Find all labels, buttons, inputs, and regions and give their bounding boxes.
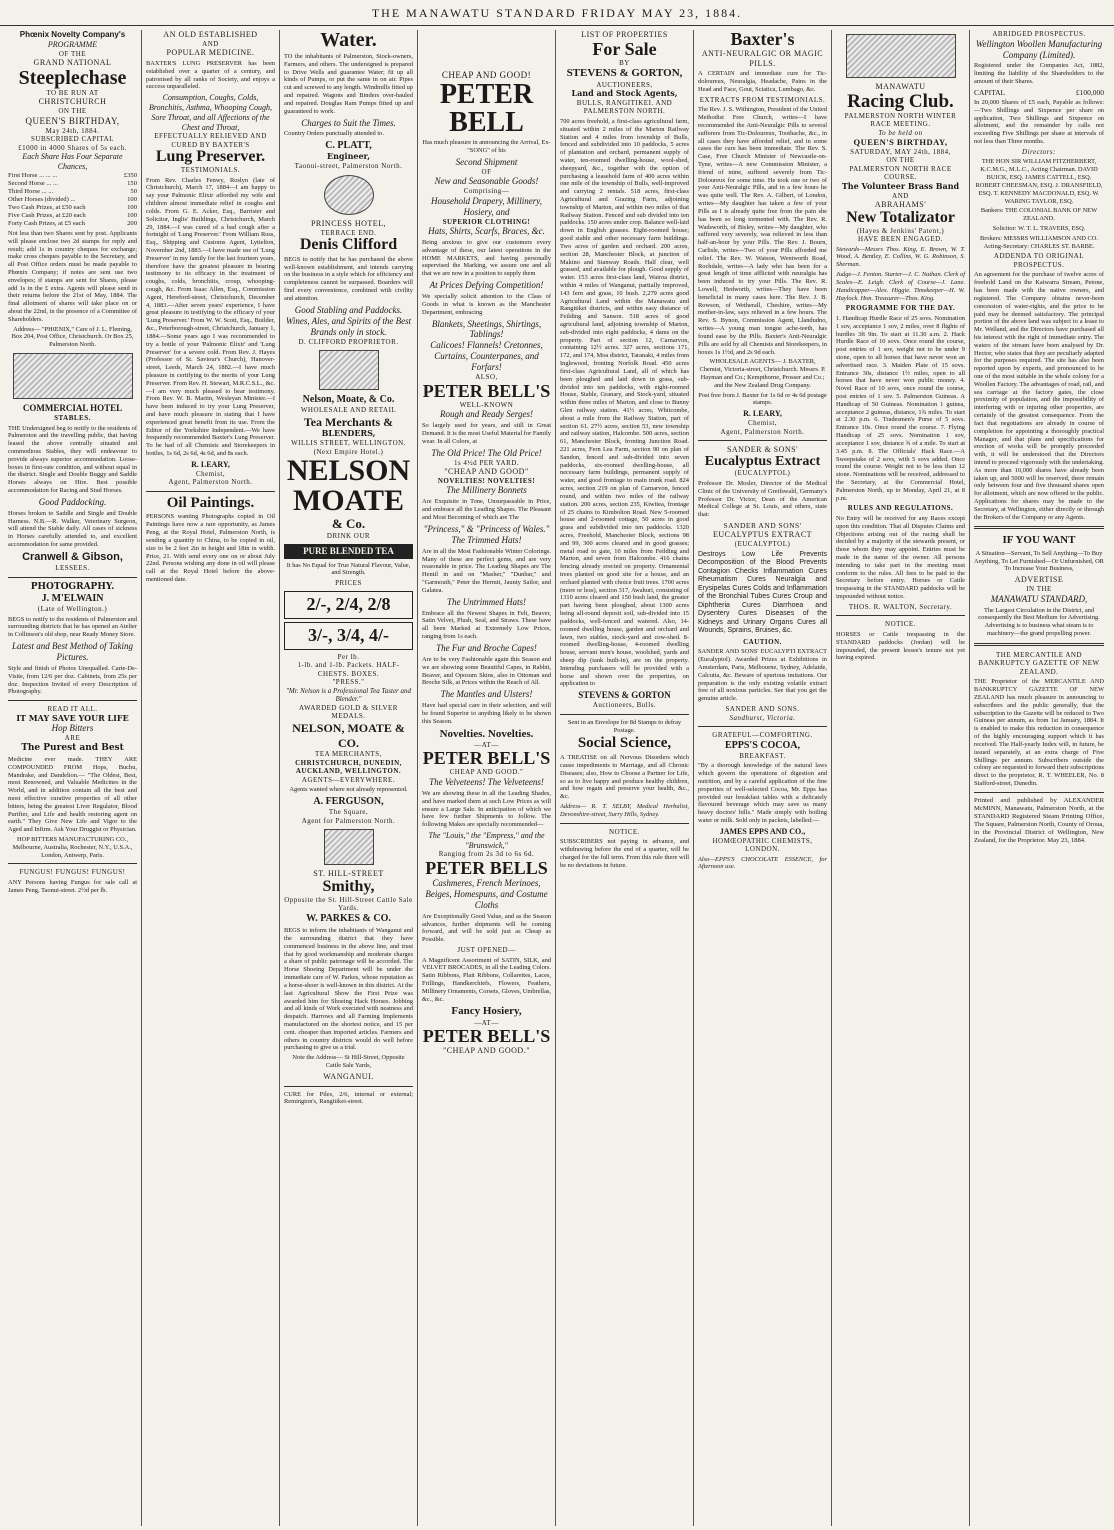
eucalyptol: (EUCALYPTOL): [734, 469, 791, 478]
leary-name: R. LEARY,: [743, 409, 782, 419]
social-body: A TREATISE on all Nervous Disorders which cause impediments to Marriage, and all Chronic Diseases; also, How to Choose a Partner for Life, so as to live happy and produce healthy children, and how regain and preserve your health, &c., &c.: [560, 754, 689, 801]
stevens-gorton: STEVENS & GORTON,: [566, 67, 683, 80]
photographer-late: (Late of Wellington.): [37, 605, 108, 613]
hats-shirts: Hats, Shirts, Scarfs, Braces, &c.: [428, 226, 545, 237]
tea-blenders: BLENDERS,: [321, 428, 376, 439]
millinery-bonnets: The Millinery Bonnets: [446, 485, 527, 496]
bell-body-7: Are to be very Fashionable again this Season and we are showing some Beautiful Capes, in Rabbit, Beaver, and Oposum Skins, also in Ottoman and Broche Silk, at Prices within the Reach of All.: [422, 655, 551, 687]
woollen-company: Wellington Woollen Manufacturing Company (Limited).: [975, 38, 1103, 60]
drink-our: DRINK OUR: [326, 532, 371, 541]
hotel-body: BEGS to notify that he has purchased the above well-known establishment, and intends carrying on the business in a style which for efficiency and completeness cannot be surpassed. Boarders will find every convenience, combined with civility and attention.: [284, 255, 413, 302]
water-charges: Charges to Suit the Times.: [301, 117, 396, 128]
of-label: OF: [481, 167, 492, 176]
column-6: [694, 30, 832, 1526]
bankers: Bankers: THE COLONIAL BANK OF NEW ZEALAND.: [980, 207, 1098, 223]
save-your-life: IT MAY SAVE YOUR LIFE: [16, 712, 129, 723]
velveteens: The Velveteens! The Velveteens!: [429, 776, 544, 787]
smithy-street: ST. HILL-STREET: [313, 869, 384, 879]
princess-hotel: PRINCESS HOTEL,: [310, 218, 387, 228]
agent-name: R. LEARY,: [191, 459, 230, 469]
capital-amount: £1000 in 4000 Shares of 5s each.: [18, 143, 127, 152]
prize-row: Five Cash Prizes, at £20 each 100: [8, 211, 137, 219]
and-label: AND: [202, 39, 219, 48]
notice-2-title: NOTICE.: [885, 620, 916, 629]
calicoes: Calicoes! Flannels! Cretonnes, Curtains, Counterpanes, and Forfars!: [430, 340, 543, 373]
tea-logo-co: & Co.: [331, 516, 366, 532]
abridged-prospectus: ABRIDGED PROSPECTUS.: [992, 30, 1086, 38]
race-day-date: SATURDAY, MAY 24th, 1884,: [850, 147, 951, 156]
race-date: May 24th, 1884.: [45, 126, 100, 135]
photography-title: PHOTOGRAPHY.: [30, 581, 115, 592]
bell-body-11: A Magnificent Assortment of SATIN, SILK, and VELVET BROCADES, in all the Leading Colors. Satin Ribbons, Plait Ribbons, Collarettes, Laces, Frillings, Handkerchiefs, Flowers, Feathers, Millinery Ornaments, Corsets, Gloves, Umbrellas, &c., &c.: [422, 956, 551, 1003]
homeopathic: HOMŒOPATHIC CHEMISTS, LONDON.: [712, 836, 813, 854]
programme-label: PROGRAMME: [47, 39, 98, 49]
peter-bells-2: PETER BELL'S: [422, 380, 551, 401]
sanders-sons-2: SANDER AND SONS': [723, 521, 802, 531]
baxter-pills-intro: A CERTAIN and immediate cure for Tic-doloureux, Neuralgia, Headache, Pains in the Head and Face, Gout, Sciatica, Lumbago, &c.: [698, 70, 827, 94]
pure-blended-tea: PURE BLENDED TEA: [284, 544, 413, 559]
caution-title: CAUTION.: [743, 637, 782, 646]
stables-label: STABLES.: [54, 414, 91, 423]
oil-paintings-title: Oil Paintings.: [166, 494, 255, 511]
princess-of-wales: "Princess," & "Princess of Wales.": [423, 523, 550, 534]
christchurch: CHRISTCHURCH: [38, 97, 107, 107]
on-the-2: ON THE: [886, 156, 915, 165]
terrace-end: TERRACE END.: [320, 228, 377, 237]
hop-body: Medicine ever made. THEY ARE COMPOUNDED FROM Hops, Buchu, Mandrake, and Dandelion.— "The Oldest, Best, most Renowned, and Valuable Medicines in the World, and in addition contain all the best and most effective curative properties of all other bitters, being the greatest Liver Regulator, Blood Purifier, and Life and health restoring agent on earth." They Give New Life and Vigor to the Aged and Infirm. Ask Your Druggist or Physician.: [8, 755, 137, 834]
cheap-good-3: CHEAP AND GOOD.": [449, 768, 524, 777]
tea-company: Nelson, Moate, & Co.: [302, 394, 395, 406]
sander-sign: SANDER AND SONS.: [725, 705, 800, 714]
rough-ready: Rough and Ready Serges!: [440, 409, 533, 420]
companies-act: Registered under the Companies Act, 1882, limiting the liability of the Shareholders to the amount of their Shares.: [974, 62, 1104, 86]
race-programme: 1. Handicap Hurdle Race of 25 sovs. Nomination 1 sov, acceptance 1 sov, 2 miles, over 8 flights of hurdles 3ft 9in. To start at 11.30 a.m. 2. Hack Hurdle Race of 10 sovs. Once round the course, post entries of 1 sov, weight not to be under 9 stone, open to all horses that have never won an advertised race. 3. Maiden Plate of 15 sovs. Entrance 30s, distance 1½ miles, open to all horses that have never won public money. 4. Novel Race of 10 sovs, once round the course, post entries of 1 sov. 5. Palmerston Guineas. A Handicap of 50 Guineas. Nomination 1 guinea, acceptance 2 guineas, distance, 1¾ miles. To start at 2.30 p.m. 6. Tradesmen's Purse of 5 sovs. Entrance 10s. Once round the course. 7. Flying Handicap of 25 sovs. Nomination 1 sov, acceptance 1 sov, distance ¾ of a mile. To start at 3.45 p.m. 8. The Officials' Hack Race.—A Sweepstake of 2 sovs, with 5 sovs added. Once round the course. Weight not to be less than 12 stone. Nominations will be received, addressed to the Secretary, at the Commercial Hotel, Palmerston North, up to Monday, April 21, at 8 p.m.: [836, 314, 965, 502]
have-been-engaged: HAVE BEEN ENGAGED.: [858, 235, 943, 244]
column-1: [4, 30, 142, 1526]
platt-name: C. PLATT,: [325, 140, 372, 152]
cheap-and-good: CHEAP AND GOOD!: [441, 70, 532, 80]
hop-company: HOP BITTERS MANUFACTURING CO., Melbourne, Australia, Rochester, N.Y., U.S.A., London, Antwerp, Paris.: [12, 836, 133, 859]
post-free: Post free from J. Baxter for 1s 6d or 4s 6d postage stamps.: [698, 391, 827, 407]
bell-body-10: Are Exceptionally Good Value, and as the Season advances, further shipments will be coming forward, and will be sold just as Cheap as Possible.: [422, 912, 551, 944]
tea-prices-label: PRICES: [335, 579, 362, 588]
photography-body: BEGS to notify to the residents of Palmerston and surrounding districts that he has opened an Atelier in Collinson's old shop, near Ready Money Store.: [8, 615, 137, 639]
tea-wholesale: WHOLESALE AND RETAIL: [300, 406, 397, 415]
old-price: The Old Price! The Old Price!: [431, 447, 542, 458]
tea-cities: CHRISTCHURCH, DUNEDIN, AUCKLAND, WELLINGTON.: [295, 758, 402, 776]
wanganui: WANGANUI.: [323, 1071, 374, 1081]
smithy-title: Smithy,: [322, 878, 375, 896]
manawatu-standard: MANAWATU STANDARD,: [990, 593, 1088, 604]
cheap-good-2: "CHEAP AND GOOD": [444, 467, 529, 477]
prize-list: [8, 172, 137, 228]
popular-medicine: POPULAR MEDICINE.: [166, 48, 255, 58]
oil-paintings-body: PERSONS wanting Photographs copied in Oil Paintings have now a rare opportunity, as James Peng, at the Royal Hotel, Palmerston North, is sending a quantity to China, to be copied in oil, size to be 2 feet 2in in height and 18in in width. Price, 21. With send every one on or about July 22nd. Persons wishing any done in oil will please call at the Royal Hotel before the above-mentioned date.: [146, 513, 275, 583]
extracts-label: EXTRACTS FROM TESTIMONIALS.: [699, 95, 826, 104]
epps-cocoa: EPPS'S COCOA,: [724, 739, 800, 751]
tea-logo-moate: MOATE: [292, 484, 405, 518]
peter-bells-3: PETER BELL'S: [422, 748, 551, 769]
ferguson-agent: Agent for Palmerston North.: [301, 816, 396, 825]
trimmed-hats: The Trimmed Hats!: [451, 534, 522, 545]
stevens-gorton-2: STEVENS & GORTON: [578, 690, 671, 701]
fancy-hosiery: Fancy Hosiery,: [451, 1005, 522, 1018]
capital-body: In 20,000 Shares of £5 each, Payable as follows:—Two Shillings and Sixpence per share on application, Two Shillings and Sixpence on allotment, and the remainder by calls not exceeding Five Shillings per share at intervals of not less than Three months.: [974, 99, 1104, 146]
defying-competition: At Prices Defying Competition!: [429, 280, 544, 291]
superior-clothing: SUPERIOR CLOTHING!: [442, 217, 531, 226]
notice-2-body: HORSES or Cattle trespassing in the STANDARD paddocks (Jordan) will be impounded, the present lessee's tenure not yet having expired.: [836, 630, 965, 662]
drapery: Household Drapery, Millinery, Hosiery, and: [431, 195, 542, 217]
bell-body-1: Being anxious to give our customers every advantage of these, our latest operations in the HOME MARKETS, and having personally supervised the Marking, we assure one and all that we are now in a position to supply them: [422, 239, 551, 278]
velveteen-makes: The "Louis," the "Empress," and the "Brunswick,": [428, 830, 545, 850]
commercial-hotel-title: COMMERCIAL HOTEL: [22, 403, 123, 414]
bell-body-2: We specially solicit attention to the Class of Goods in what is known as the Manchester Department, embracing: [422, 293, 551, 316]
grateful: GRATEFUL—COMFORTING.: [712, 731, 813, 740]
masthead: THE MANAWATU STANDARD FRIDAY MAY 23, 1884.: [0, 0, 1114, 26]
agent-title: Chemist,: [195, 469, 226, 478]
phoenix-address: Address— "PHŒNIX," Care of J. L. Fleming, Box 204, Post Office, Christchurch. Or Box 25, Palmerston North.: [11, 325, 134, 349]
epps-firm: JAMES EPPS AND CO.,: [719, 826, 806, 836]
bell-body-4: Are Exquisite in Tone, Unsurpassable in Price, and embrace all the Leading Shapes. The Pleasant and Most Becoming of which are The: [422, 498, 551, 522]
column-5: [556, 30, 694, 1526]
totalizator-patent: (Hayes & Jenkins' Patent,): [856, 226, 945, 235]
imprint: Printed and published by ALEXANDER McMINN, Manawatu, Palmerston North, at the STANDARD Registered Steam Printing Office, The Square, Palmerston North, County of Oroua, in the Provincial District of Wellington, New Zealand, for the Proprietor. May 23, 1884.: [974, 796, 1104, 844]
lung-preserver-title: Lung Preserver.: [155, 148, 266, 166]
properties-body: 700 acres freehold, a first-class agricultural farm, situated within 2 miles of the Marton Railway Station and 4 miles from township of Bulls, fenced and subdivided into 10 paddocks, 5 acres of plantation and orchard, permanent supply of water, ten-roomed dwelling-house, wool-shed, sheepyard, &c., together with the option of purchasing a leasehold farm of 400 acres within one mile of the township of Bulls, well-improved and carrying 2 rentals. 518 acres, first-class Agricultural and Grazing Farm, adjoining township of Marton, and within two miles of that Railway Station. Fenced and sub divided into ten paddocks. 150 acres under crop. Balance well-laid down in English grasses. Eight-roomed house; good stable and other necessary farm buildings. Two acres of garden and orchard. 200 acres, section 28, Manchester Block, at junction of Makino and Stanway Roads. Half clear, well grassed, and available for plough. Good supply of water. 153 acres first-class land, Wairoa district, within 4 miles of Wanganui, partially improved, 143 fern and grass, 10 bush. 2,279 acres good Agricultural Land within the Manawatu and Rangitikei districts, and within easy distance of Feilding and Sanson. 518 acres of good agricultural land, adjoining township of Marton, sub-divided into eight paddocks, 4 dams on the property. Part of section 12, Carnarvon, containing 12½ acres. 327 acres, sections 171, 172, and 174, Moa district, Taranaki, 4 miles from Inglewood, fronting Norfolk Road. 450 acres first-class Agricultural Land, all of which has been ploughed and laid down in grass, sub-divided into ten paddocks, with eight-roomed House, Stable, Granary, and Stock-yard, situated within three miles of Marton, and close to Bunny Glen railway station. 41½ acres, Whitcombe, about a mile from the Railway Station, part of section 61. 27½ acres, section 53, new township and railway station, Halcombe. 500 acres, section 61, Manchester Block, fronting Junction Road. 221 acres, Fern Lea Farm, section 90 on plan of Sandon, fenced and sub-divided into seven paddocks, six-roomed dwelling-house, all necessary farm buildings, permanent supply of water, and good frontage to main trunk road. 824 acres, section 219 on plan of Carnarvon, fenced round, and within two miles of the railway station. 200 acres, section 235, Kiwitea, frontage of 25 chains to Kimbolton Road. New 5-roomed house and 2-roomed cottage, 50 acres in good grass and subdivided into ten paddocks. 1320 acres, Freehold, Manchester Block, sections 98 and 99, 300 acres cleared and in good grasses; metal road to gate, 10 miles from Feilding and Marton, and seven from Halcombe. 416 chains fencing already erected on property. Ornamental trees planted on good site for a house, and an orchard planted with choice fruit trees. 1700 acres (more or less), section 317, Awahuri, consisting of 1310 acres cleared and 150 bush land, the greater part having been ploughed, about 1300 acres being all-round deposit soil, sub-divided into 15 paddocks, well-fenced and watered. Also, 14-roomed dwelling house, garden and orchard and lawn, two stables, stock-yard and cow-shed. 8-roomed dwelling-house, 4-roomed dwelling house, servant men's house, woolshed, yards and sheep dip (tank built-in), are on the property. Intending purchasers will be provided with a horse and shown over the properties, on application to: [560, 117, 689, 688]
also-label: ALSO,: [475, 373, 498, 382]
seasonable-goods: New and Seasonable Goods!: [434, 176, 539, 187]
smithy-body: BEGS to inform the inhabitants of Wanganui and the surrounding district that they have commenced business in the above line, and trust that by good workmanship and moderate charges a share of public patronage will be accorded. The Horse Shoeing Department will be under the immediate care of W. Parkes, whose reputation as a horse-shoer is well-known in this district. At the last Agricultural Show the First Prize was awarded him for Shoeing Hack Horses. Jobbing and all kinds of Work executed with neatness and despatch. Harrows and all Farming Implements manufactured on the shortest notice, and 15 per cent. cheaper than imported articles. Farmers and others in country districts would do well before purchasing to give us a trial.: [284, 927, 413, 1052]
agent-place: Agent, Palmerston North.: [168, 478, 253, 487]
peter-bell-heading: PETER BELL: [439, 78, 534, 138]
newspaper-page: [4, 30, 1110, 1526]
hotel-stabling: Good Stabling and Paddocks.: [294, 304, 403, 315]
eucalyptus-extract-2: EUCALYPTUS EXTRACT: [712, 530, 813, 540]
in-the: IN THE: [1026, 585, 1052, 594]
agent-places: BULLS, RANGITIKEI. AND PALMERSTON NORTH.: [576, 98, 673, 116]
eucalyptus-extract: Eucalyptus Extract: [704, 453, 821, 469]
second-shipment: Second Shipment: [455, 156, 518, 167]
tea-emblem: [319, 350, 379, 390]
race-birthday: QUEEN'S BIRTHDAY,: [853, 137, 948, 148]
notice-body: SUBSCRIBERS not paying in advance, and withdrawing before the end of a quarter, will be charged for the full term. From this rule there will be no deviations in future.: [560, 838, 689, 869]
water-country: Country Orders punctually attended to.: [284, 130, 384, 138]
to-be-run: TO BE RUN AT: [46, 88, 99, 97]
prize-row: Second Horse ... ... 150: [8, 179, 137, 187]
tea-boxes: 1-lb. and 1-lb. Packets. HALF-CHESTS. BOXES.: [297, 661, 400, 678]
directors-list: THE HON SIR WILLIAM FITZHERBERT, K.C.M.G., M.L.C., Acting Chairman. DAVID BUICK, ESQ. JAMES CATTELL, ESQ. ROBERT CHEESMAN, ESQ. J. DRANSFIELD, ESQ. T. KENNEDY MACDONALD, ESQ. W. WARING TAYLOR, ESQ.: [975, 158, 1103, 205]
parkes-name: W. PARKES & CO.: [306, 913, 391, 925]
column-7: [832, 30, 970, 1526]
column-3: [280, 30, 418, 1526]
column-4: [418, 30, 556, 1526]
rules-title: RULES AND REGULATIONS.: [847, 504, 954, 513]
photography-body-2: Style and finish of Photos Unequalled. Carte-De-Visite, from 12/6 per doz. Cabinets, from 25s per doz. Inspection Invited of every Description of Photography.: [8, 664, 137, 696]
solicitor: Solicitor: W. T. L. TRAVERS, ESQ.: [992, 224, 1086, 232]
steeplechase-heading: Steeplechase: [18, 66, 127, 89]
tea-press: "PRESS.": [332, 678, 365, 687]
baxters-title: Baxter's: [730, 30, 795, 49]
social-science: Social Science,: [577, 735, 672, 752]
tea-wanted: Agents wanted where not already represented.: [289, 786, 408, 794]
fur-capes: The Fur and Broche Capes!: [436, 642, 537, 653]
tea-name-2: NELSON, MOATE & CO.: [292, 720, 405, 750]
bell-body-8: Have had special care in their selection, and will be found Superior to anything likely to be shown this Season.: [422, 702, 551, 725]
testimonials-label: TESTIMONIALS.: [180, 166, 241, 175]
epps-chocolate: Also—EPPS'S CHOCOLATE ESSENCE, for Afternoon use.: [698, 855, 827, 871]
untrimmed-hats: The Untrimmed Hats!: [447, 596, 526, 607]
brass-band: The Volunteer Brass Band: [841, 180, 960, 191]
at-label-2: —AT—: [474, 1018, 499, 1027]
purest-best: The Purest and Best: [21, 742, 124, 753]
and-2: AND: [892, 191, 909, 200]
platt-role: Engineer,: [327, 151, 370, 162]
notice-title: NOTICE.: [609, 827, 640, 836]
tea-address: WILLIS STREET, WELLINGTON. (Next Empire Hotel.): [291, 439, 406, 456]
land-stock-agents: Land and Stock Agents,: [571, 88, 678, 99]
programme-for-day: PROGRAMME FOR THE DAY.: [845, 304, 956, 313]
race-secretary: THOS. R. WALTON, Secretary.: [848, 602, 953, 611]
manawatu: MANAWATU: [875, 82, 926, 91]
auctioneers-bulls: Auctioneers, Bulls.: [592, 701, 657, 710]
eucalyptus-body: Professor Dr. Mosler, Director of the Medical Clinic of the University of Greifswald, Germany's Professor Dr. Victor, Dean of the American Medical College at St. Louis, and others, state that:: [698, 480, 827, 519]
ferguson-name: A. FERGUSON,: [313, 796, 384, 808]
bell-intro: Has much pleasure in announcing the Arrival, Ex-"SONG" of his: [422, 138, 551, 154]
if-you-want: IF YOU WANT: [1002, 534, 1076, 547]
four-chances: Each Share Has Four Separate Chances,: [22, 152, 123, 171]
eucalyptol-2: (EUCALYPTOL): [734, 539, 791, 548]
leary-chemist: Chemist,: [747, 418, 778, 427]
cranwell-gibson: Cranwell & Gibson,: [22, 550, 123, 563]
are-label: ARE: [64, 734, 81, 743]
capital-label: CAPITAL: [974, 87, 1006, 97]
baxter-intro: BAXTER'S LUNG PRESERVER has been established over a quarter of a century, and patronised by all ranks of Society, and enjoys a success unparalleled.: [146, 60, 275, 91]
prize-row: Other Horses (divided) ... 100: [8, 195, 137, 203]
to-be-held: To be held on: [878, 128, 923, 137]
hotel-emblem: [324, 175, 374, 215]
winter-meeting: PALMERSTON NORTH WINTER RACE MEETING.: [844, 111, 957, 129]
smithy-note: Note the Address— St Hill-Street, Opposite Cattle Sale Yards,: [292, 1054, 405, 1070]
column-2: [142, 30, 280, 1526]
per-yard: 1s 4½d PER YARD.: [453, 458, 520, 467]
auctioneers: AUCTIONEERS,: [596, 80, 653, 89]
bell-body-5: Are in all the Most Fashionable Winter Colorings. Many of these are perfect gems, and are very reasonable in price. The Leading Shapes are The Hentil in and on "Masher," "Dunbar," and "Garmouth," Peter the Hermit, Jaunty Sailor, and Galatea.: [422, 547, 551, 594]
bell-body-9: We are showing these in all the Leading Shades, and have marked them at such Low Prices as will ensure a Large Sale. In anticipation of which we have few further Shipments to follow. The following Makes are specially recommended—: [422, 789, 551, 829]
peter-bells-5: PETER BELL'S: [422, 1026, 551, 1047]
gazette-body: THE Proprietor of the MERCANTILE AND BANKRUPTCY GAZETTE OF NEW ZEALAND has much pleasure in announcing to subscribers and the public generally, that the subscription to the Gazette will be reduced to Two Guineas per annum, as from 1st January, 1884. It is enabled to make this reduction in consequence of the highly encouraging support which it has received. The Half-yearly Index will, in future, be issued separately, at an extra charge of Five Shillings per annum. Subscribers outside the colony are requested to forward their subscriptions direct to the proprietor, R. T. WHEELER, No. 8 Stafford-street, Dunedin.: [974, 678, 1104, 787]
of-the: OF THE: [58, 49, 87, 58]
mantles-ulsters: The Mantles and Ulsters!: [440, 689, 533, 700]
old-established: AN OLD ESTABLISHED: [163, 30, 258, 39]
advertise: ADVERTISE: [1014, 575, 1064, 585]
tea-awards: AWARDED GOLD & SILVER MEDALS.: [299, 703, 398, 721]
cured-by: EFFECTUALLY RELIEVED AND CURED BY BAXTER'S: [154, 132, 267, 149]
prize-row: Two Cash Prizes, at £50 each 100: [8, 203, 137, 211]
addenda-body: An agreement for the purchase of twelve acres of freehold Land on the Kaiwarra Stream, Petone, has been made with the native owners, and registered. The Company obtains never-been concession of water-rights, and the price to be paid may be deemed satisfactory. The principal portion of the above land was subject to a lease to Mr. Welland, and the Directors have purchased all his interest with the right of immediate entry. The waters of the stream have been analysed by Dr. Hector, who states that they are peculiarly adapted for the purposes required. The site has also been reported upon by experts, and pronounced to be one of the most suitable in the whole colony for a Woollen Factory. The advantages of road, rail, and sea carriage at the factory gates, the close proximity of population, and the impossibility of interfering with or injuring other properties, are certainly of the greatest consequence. From the fact that negotiations are already in course of completion for appointing a thoroughly practical Manager, and that plans and specifications for erection of works will be promptly proceeded with, it will be understood that the Directors intend to proceed vigorously with the undertaking. As more than 10,000 shares have already been taken up, and 5000 will be reserved, there remain only between four and five thousand shares open for allotment, which are now offered to the public. Applications for shares may be made to the Secretary, at Wellington, either directly or through the Brokers of the Company or any Agents.: [974, 271, 1104, 521]
prize-row: Third Horse ... ... 50: [8, 187, 137, 195]
lessees: LESSEES.: [55, 564, 90, 573]
social-address: Address— R. T. SELBY, Medical Herbalist, Devonshire-street, Surry Hills, Sydney.: [560, 802, 689, 818]
ferguson-square: The Square,: [328, 808, 369, 817]
brokers: Brokers: MESSRS WILLIAMSON AND CO. Acting-Secretary: CHARLES ST. BARBE.: [980, 234, 1098, 250]
tea-merchants: Tea Merchants &: [303, 414, 394, 429]
stables-body-2: Horses broken to Saddle and Single and Double Harness. N.B.—R. Walker, Veterinary Surgeon, will attend the Stable daily. All cases of sickness in Horses carefully attended to, and excellent accommodation for same provided.: [8, 509, 137, 549]
for-sale: For Sale: [592, 38, 657, 59]
cashmeres: Cashmeres, French Merinoes, Beiges, Homespuns, and Costume Cloths: [425, 877, 548, 910]
epps-body: "By a thorough knowledge of the natural laws which govern the operations of digestion and nutrition, and by a careful application of the fine properties of well-selected Cocoa, Mr. Epps has provided our breakfast tables with a delicately flavoured beverage which may save us many heavy doctors' bills." Made simply with boiling water or milk. Sold only in packets, labelled:—: [698, 762, 827, 825]
anti-neuralgic: ANTI-NEURALGIC OR MAGIC PILLS.: [701, 48, 824, 68]
abrahams: ABRAHAMS': [874, 200, 927, 210]
tea-logo-nelson: NELSON: [286, 454, 411, 488]
latest-method: Latest and Best Method of Taking Pictures.: [12, 640, 133, 662]
queens-birthday: QUEEN'S BIRTHDAY,: [25, 115, 120, 126]
novelties-heading: NOVELTIES! NOVELTIES!: [437, 476, 536, 485]
eucalyptus-uses: Destroys Low Life Prevents Decomposition of the Blood Prevents Contagion Checks Inflammation Cures Rheumatism Cures Neuralgia and Erysipelas Cures Colds and Inflammation of the Bronchial Tubes Cures Croup and Diphtheria Cures Diarrhoea and Dysentery Cures Diseases of the Kidneys and Urinary Organs Cures all Wounds, Sprains, Bruises, &c.: [698, 550, 827, 635]
well-known: WELL-KNOWN: [459, 400, 514, 409]
racehorse-illustration: [846, 34, 956, 78]
fungus-body: ANY Persons having Fungus for sale call at James Peng, Taonui-street. 2½d per lb.: [8, 879, 137, 894]
water-title: Water.: [320, 30, 377, 51]
hotel-wines: Wines, Ales, and Spirits of the Best Brands only in stock.: [285, 315, 412, 337]
hotel-proprietor: D. CLIFFORD PROPRIETOR.: [298, 337, 399, 346]
capital-value: £100,000: [1075, 87, 1104, 97]
caution-body: SANDER AND SONS' EUCALYPTI EXTRACT (Eucalyptol). Awarded Prizes at Exhibitions in Amsterdam, Paris, Melbourne, Sydney, Adelaide, Calcutta, &c. Beware of spurious imitations. Our preparation is the only existing volatile extract free of all noxious particles. See that you get the genuine article.: [698, 648, 827, 703]
wholesale-agents: WHOLESALE AGENTS— J. BAXTER, Chemist, Victoria-street, Christchurch. Messrs. P. Hayman and Co.; Kempthorne, Prosser and Co.; and the New Zealand Drug Company.: [699, 358, 826, 389]
blankets: Blankets, Sheetings, Shirtings, Tablings!: [431, 318, 542, 340]
good-paddocking: Good Paddocking.: [38, 496, 107, 507]
denis-clifford: Denis Clifford: [299, 236, 398, 254]
stewards: Stewards—Messrs Thos. King, E. Brown, W. T. Wood, A. Bentley, E. Collins, W. G. Robinson, S. Sherman.: [836, 245, 965, 269]
sandhurst: Sandhurst, Victoria.: [729, 713, 796, 722]
bell-body-6: Embrace all the Newest Shapes in Felt, Beaver, Satin Velvet, Plush, Seal, and Straws. These have all been Marked at Extremely Low Prices, ranging from 1s each.: [422, 609, 551, 641]
prize-row: First Horse ... ... ... £350: [8, 171, 137, 179]
phoenix-body: Not less than two Shares sent by post. Applicants will please enclose two 2d stamps for reply and result; add 1s in country cheques for exchange; make cross cheques payable to the Secretary, and all Post Office orders must be made payable to Phœnix Company; if notes are sent use two envelopes; if stamps are sent for Shares, please add 1s in the £ extra. Agents will please send in their returns before the 21st of May, 1884. The final allotment of shares will take place on or about the 22nd, in the presence of a Committee of Shareholders.: [8, 229, 137, 323]
addenda-title: ADDENDA TO ORIGINAL PROSPECTUS.: [993, 252, 1085, 269]
new-totalizator: New Totalizator: [846, 208, 955, 226]
officials: Judge—J. Fenton. Starter—J. C. Nathan. Clerk of Scales—E. Leigh. Clerk of Course—J. Lane. Handicapper—Alex. Higgie. Timekeeper—H. W. Haylock. Hon. Treasurer—Thos. King.: [836, 271, 965, 302]
envelope-note: Sent in an Envelope for 8d Stamps to defray Postage.: [567, 718, 682, 734]
by-label: BY: [619, 58, 630, 67]
peter-bells-4: PETER BELLS: [425, 857, 548, 878]
just-opened: JUST OPENED—: [457, 946, 516, 955]
tea-role-2: TEA MERCHANTS,: [315, 750, 382, 759]
baxter-pills-body: The Rev. J. S. Withington, President of the United Methodist Free Church, writes—I have recommended the Anti-Neuralgic Pills to several sufferers from Tic-Doloureux, Toothache, &c., in all cases they have afforded relief, and in some cases the cure has been immediate. The Rev. S. Case, Free Church Minister of Newcastle-on-Tyne, writes—A new Commission Minister, a friend of mine, suffered severely from Tic-Doloureux for some time. He took one or two of your Anti-Neuralgic Pills, and in a few hours he was quite well. The Rev. A. Gilbert, of London, writes—My daughter has taken a few of your Pills as I is already quite free from the pain she has been so long tormented with. The Rev. R. Wadsworth, of Bisley, writes—My daughter, who suffered very severely, was relieved in less than half-an-hour by your Pills. The Rev. J. Bourn, Carlisle, writes—Two of your Pills afforded me relief. The Rev. W. Watson, Wentworth Road, Rochdale, writes—A lady who has been for a great length of time afflicted with neuralgia has been induced to try your Pills. The Rev. R. Lowell, Hedworth, writes—They have been beneficial in many cases here. The Rev. J. B. Rowson, of Wetherall, Cheshire, writes—My mother-in-law, says relieved in a few hours. The Rev. S. Bynon, Commission Agent, Llandudno, writes—A young man tongue ache-teeth, has found ease by the Pills. Baxter's Anti-Neuralgic Pills are sold by all Chemists and Storekeepers, in boxes 1s 1½d, and 2s 9d each.: [698, 106, 827, 356]
prize-row: Forty Cash Prizes, at £5 each 200: [8, 219, 137, 227]
on-the: ON THE: [58, 107, 87, 116]
list-properties: LIST OF PROPERTIES: [581, 30, 668, 39]
directors-label: Directors:: [1022, 147, 1056, 156]
water-body: TO the inhabitants of Palmerston, Stock-owners, Farmers, and others. The undersigned is prepared to Drive Wells and guarantee Water; fit up all kinds of Pumps, or put the same in on air. Pipes cut and screwed to any length. Windmills fitted up and repaired. Wagons and Binders over-hauled and repaired. Douglas Ram Pumps fitted up and guaranteed to work.: [284, 53, 414, 115]
subscribed-capital: SUBSCRIBED CAPITAL: [31, 135, 114, 144]
ailments-list: Consumption, Coughs, Colds, Bronchitis, Asthma, Whooping Cough, Sore Throat, and all Affections of the Chest and Throat,: [148, 93, 273, 132]
breakfast: BREAKFAST.: [739, 751, 786, 760]
comprising: Comprising—: [463, 187, 510, 196]
tea-agents: AGENTS—EVERYWHERE.: [301, 775, 396, 784]
tea-per-lb: Per lb.: [337, 652, 360, 661]
cheap-good-4: "CHEAP AND GOOD.": [443, 1046, 530, 1056]
phoenix-title: Phœnix Novelty Company's: [19, 30, 126, 39]
hop-bitters: Hop Bitters: [51, 723, 94, 734]
stables-body: THE Undersigned beg to notify to the residents of Palmerston and the travelling public, that having leased the above centrally situated and commodious Stables, they will endeavour to provide always superior accommodation. Loose-boxes in first-rate condition, and without equal in the district. Single and Double Buggy and Saddle Horses always on Hire. Best possible accommodation for Racing and Stud Horses.: [8, 424, 137, 495]
novelties-2: Novelties. Novelties.: [439, 727, 534, 740]
read-it-all: READ IT ALL.: [47, 705, 98, 714]
sanders-sons: SANDER & SONS': [726, 445, 799, 455]
rules-body: No Entry will be received for any Races except upon this condition. That all Disputes Claims and Objections arising out of the racing shall be decided by a majority of the stewards present, or those whom they may appoint. Entries must be made in the name of the owner. All persons intending to take part in the meeting must conform to the rules. All fees to be paid to the Secretary before entry. Horses or Cattle trespassing in the STANDARD paddocks will be impounded without notice.: [836, 514, 965, 601]
column-8: [970, 30, 1108, 1526]
tea-quote: "Mr. Nelson is a Professional Tea Taster and Blender.": [285, 686, 412, 704]
coach-illustration: [13, 353, 133, 399]
fungus-title: FUNGUS! FUNGUS! FUNGUS!: [19, 868, 126, 877]
tea-flavour: It has No Equal for True Natural Flavour, Value, and Strength.: [286, 561, 411, 577]
platt-address: Taonui-street, Palmerston North.: [294, 162, 403, 171]
piles-cure: CURE for Piles, 2/6, internal or external; Remington's, Rangitikei-street.: [284, 1090, 413, 1106]
grand-national: GRAND NATIONAL: [33, 58, 112, 68]
racing-club: Racing Club.: [847, 90, 954, 112]
testimonials-body: From Rev. Charles Fenwy, Roslyn (late of Christchurch), March 17, 1884—I am happy to say your Palmonic Elixir afforded my wife and children almost immediate relief in coughs and colds. From G. E. Acker, Esq., Barrister and Solicitor, Inglis' Buildings, Christchurch, March 29, 1884.—I was cured of a bad cough after a fortnight of 'Lung Preserver.' From William Ross, Esq., Shipping and Customs Agent, Lyttelton, November 2nd, 1883.—I have made use of 'Lung Preserver' in my family for the last fourteen years, therefore have the greatest pleasure in bearing testimony to its efficacy in the treatment of coughs, colds, bronchitis, croup, whooping-cough, &c. From Isaac Allen, Esq., Commission Agent, Hereford-street, Christchurch, December 4, 1883.—After seven years' experience, I have great pleasure in testifying to the efficacy of your 'Lung Preserver.' From W. W. Scott, Esq., Builder, &c., Peterborough-street, Christchurch, January 1, 1884.—Some years ago I was recommended to try a bottle of your 'Palmonic Elixir' and 'Lung Preserver' for a severe cold. From Rev. J. Hayes (Professor of St. Saviour's Church), Hanover-street, Leeds, March 24, 1882.—I have much pleasure in certifying to the merits of your Lung Preserver. From Rev. H. Stewart, M.R.C.S.L., &c.—I am very much pleased to bear testimony. From Rev. W. B. Martin, Wesleyan Minister.—I have been induced to try your Lung Preserver, and have much pleasure in stating that I have experienced great benefit from its use. From the Editor of the Yorkshire Independent.—We have frequently recommended Baxter's Lung Preserver. To be had of all Chemists and Storekeepers in bottles, 1s 6d, 2s 6d, 4s 6d, and 8s each.: [146, 176, 275, 458]
velveteen-range: Ranging from 2s 3d to 6s 6d.: [438, 850, 535, 859]
paper-body: The Largest Circulation in the District, and consequently the Best Medium for Advertising. Advertising is to business what steam is to machinery—the grand propelling power.: [978, 606, 1100, 637]
photographer-name: J. M'ELWAIN: [41, 592, 104, 604]
leary-agent: Agent, Palmerston North.: [720, 427, 805, 436]
want-body: A Situation—Servant, To Sell Anything—To Buy Anything, To Let Furnished—Or Unfurnished, OR To Increase Your Business,: [974, 549, 1104, 573]
smithy-emblem: [324, 829, 374, 865]
tea-price-row-2: 3/-, 3/4, 4/-: [284, 622, 413, 650]
gazette-title: THE MERCANTILE AND BANKRUPTCY GAZETTE OF NEW ZEALAND.: [978, 650, 1100, 676]
capital-row: [974, 88, 1104, 97]
race-course: PALMERSTON NORTH RACE COURSE.: [849, 164, 952, 182]
tea-price-row-1: 2/-, 2/4, 2/8: [284, 591, 413, 619]
bell-body-3: So largely used for years, and still in Great Demand. It is the most Useful Material for Family wear. In all Colors, at: [422, 422, 551, 445]
smithy-opposite: Opposite the St. Hill-Street Cattle Sale Yards.: [284, 895, 413, 913]
at-label: —AT—: [474, 740, 499, 749]
